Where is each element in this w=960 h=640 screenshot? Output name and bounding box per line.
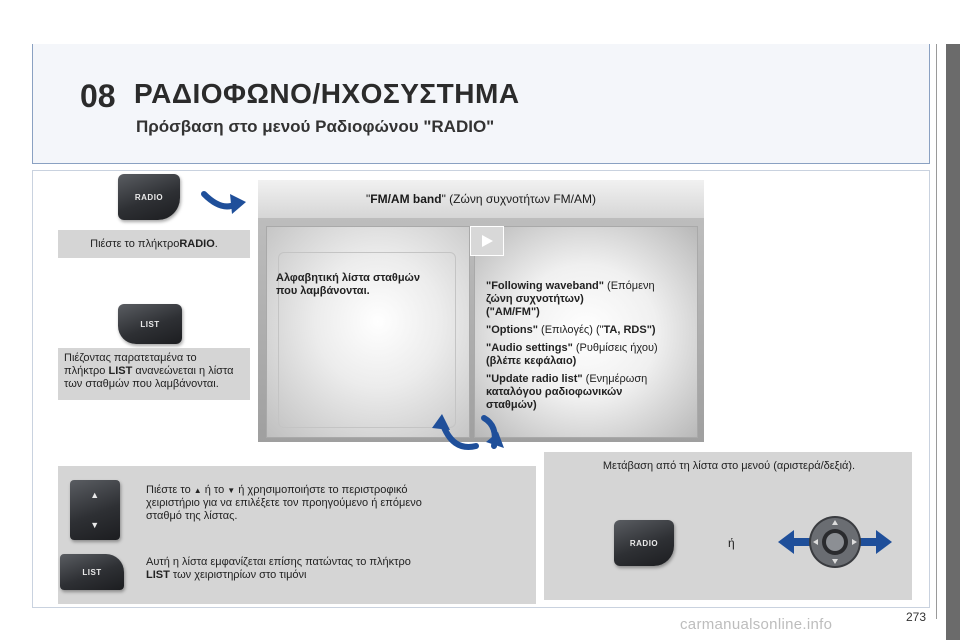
hold-list-note: [58, 348, 250, 400]
updown-a: Πιέστε το: [146, 484, 194, 496]
following-rest: (Επόμενη: [604, 280, 655, 292]
page-title: ΡΑΔΙΟΦΩΝΟ/ΗΧΟΣΥΣΤΗΜΑ: [134, 78, 520, 109]
updown-line-3: σταθμό της λίστας.: [146, 510, 238, 522]
following-line-2: ζώνη συχνοτήτων): [486, 293, 584, 305]
page-subtitle: Πρόσβαση στο μενού Ραδιοφώνου "RADIO": [136, 117, 495, 136]
options-bold-2: TA, RDS: [603, 324, 647, 336]
audio-bold: "Audio settings": [486, 342, 573, 354]
arrow-down-icon: ▼: [90, 520, 100, 530]
options-bold: "Options": [486, 324, 538, 336]
hold-suffix: ανανεώνεται η λίστα: [132, 365, 234, 377]
options-end: "): [646, 324, 656, 336]
up-down-instructions: [146, 484, 526, 523]
also-line-1: Αυτή η λίστα εμφανίζεται επίσης πατώντας το πλήκτρο: [146, 556, 411, 568]
list-key-label: LIST: [140, 319, 160, 329]
press-radio-note: [58, 230, 250, 258]
following-line-3-b: "): [530, 306, 540, 318]
curved-arrow-icon: [200, 186, 248, 216]
radio-key-secondary-label: RADIO: [629, 538, 659, 548]
audio-line-2: (βλέπε κεφάλαιο): [486, 355, 577, 367]
radio-key-label: RADIO: [134, 192, 164, 202]
menu-item-update: [486, 373, 696, 412]
menu-item-options: [486, 324, 696, 337]
play-icon: [470, 226, 504, 256]
steering-list-label: LIST: [82, 567, 102, 577]
steering-list-note: [146, 556, 506, 582]
following-line-3-a: (": [486, 306, 495, 318]
margin-bar: [946, 44, 960, 640]
list-key: [118, 304, 182, 344]
also-key: LIST: [146, 569, 170, 581]
hold-prefix: πλήκτρο: [64, 365, 109, 377]
margin-line: [936, 44, 937, 619]
navigation-note: Μετάβαση από τη λίστα στο μενού (αριστερά/δεξιά).: [602, 460, 856, 472]
updown-b: ή το: [201, 484, 228, 496]
menu-item-following: [486, 280, 696, 319]
menu-item-audio: [486, 342, 696, 368]
top-bar-band: FM/AM band: [370, 192, 442, 206]
hold-key: LIST: [108, 365, 133, 377]
station-list-line-1: Αλφαβητική λίστα σταθμών: [276, 272, 420, 284]
station-list-caption: [276, 272, 466, 298]
update-line-2: καταλόγου ραδιοφωνικών: [486, 386, 623, 398]
watermark: carmanualsonline.info: [680, 616, 833, 633]
top-bar-quote: ": [365, 192, 371, 206]
audio-rest: (Ρυθμίσεις ήχου): [572, 342, 658, 354]
following-bold: "Following waveband": [486, 280, 604, 292]
station-list-line-2: που λαμβάνονται.: [276, 285, 370, 297]
top-bar-rest: " (Ζώνη συχνοτήτων FM/AM): [441, 192, 596, 206]
or-text: ή: [728, 536, 735, 550]
updown-line-2: χειριστήριο για να επιλέξετε τον προηγούμενο ή επόμενο: [146, 497, 422, 509]
radio-key: [118, 174, 180, 220]
arrow-up-icon: ▲: [90, 490, 100, 500]
hold-line-2: [64, 365, 244, 378]
updown-up-icon: ▲: [193, 486, 202, 495]
update-line-3: σταθμών): [486, 399, 537, 411]
screen-top-bar: [258, 180, 704, 218]
also-rest: των χειριστηρίων στο τιμόνι: [169, 569, 307, 581]
options-rest: (Επιλογές) (": [537, 324, 604, 336]
steering-list-key: [60, 554, 124, 590]
following-line-3: [486, 306, 696, 319]
updown-c: ή χρησιμοποιήστε το περιστροφικό: [235, 484, 408, 496]
rotary-dial-icon: [776, 514, 894, 570]
press-suffix: .: [214, 238, 218, 250]
update-bold: "Update radio list": [486, 373, 583, 385]
following-line-3-bold: AM/FM: [494, 306, 531, 318]
updown-down-icon: ▼: [227, 486, 236, 495]
up-down-key: [70, 480, 120, 540]
chapter-number: 08: [80, 78, 116, 114]
menu-list: [486, 280, 696, 417]
hold-line-1: Πιέζοντας παρατεταμένα το: [64, 352, 197, 364]
hold-line-3: των σταθμών που λαμβάνονται.: [64, 378, 219, 390]
radio-key-secondary: [614, 520, 674, 566]
swap-arrows-icon: [428, 412, 508, 456]
page-number: 273: [906, 610, 927, 624]
update-rest: (Ενημέρωση: [582, 373, 648, 385]
press-key: RADIO: [179, 238, 215, 250]
press-prefix: Πιέστε το πλήκτρο: [90, 238, 180, 250]
